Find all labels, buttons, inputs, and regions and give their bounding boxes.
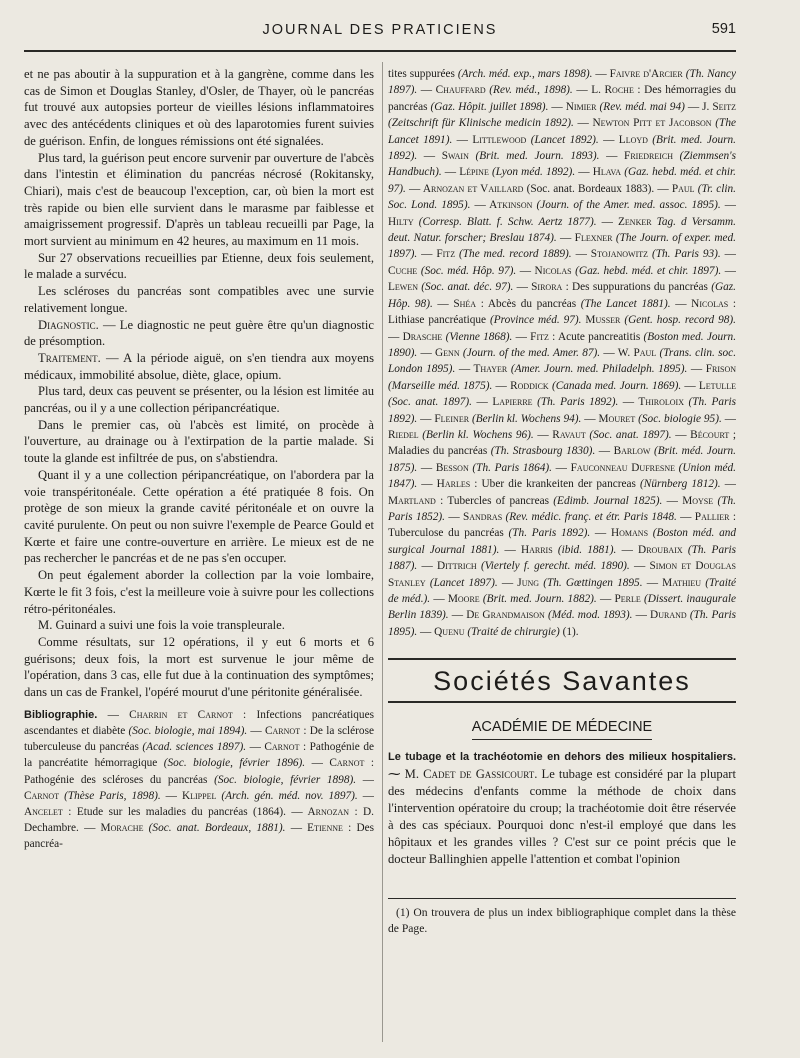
reference-author: — Lewen	[388, 264, 736, 294]
reference-author: — Faivre d'Arcier	[592, 68, 683, 80]
reference-source: (The Lancet 1881).	[580, 297, 671, 310]
reference-source: (Méd. mod. 1893).	[547, 609, 633, 622]
reference-source: (Soc. anat. Bordeaux, 1881).	[148, 822, 286, 835]
left-column	[24, 66, 374, 1041]
reference-source: (Ziemmsen's Handbuch).	[388, 150, 736, 179]
bibliography-entry	[417, 478, 720, 490]
page-number: 591	[711, 21, 736, 37]
reference-source: (Gaz. Hôp. 98).	[388, 281, 736, 310]
bibliography-entry	[433, 298, 671, 310]
reference-source: (Thèse Paris, 1898).	[64, 789, 161, 802]
reference-author: — Drasche	[388, 330, 443, 343]
reference-source: (Arch. gén. méd. nov. 1897).	[221, 789, 358, 802]
reference-source: (Berlin kl. Wochens 96).	[422, 428, 534, 441]
reference-source: (Tr. clin. Soc. Lond. 1895).	[388, 182, 736, 212]
reference-title	[469, 150, 476, 162]
diagnostic-paragraph	[24, 317, 374, 350]
reference-author: — Nicolas	[516, 264, 572, 277]
reference-author: — Martland	[388, 478, 736, 507]
footnote: (1) On trouvera de plus un index bibliographique complet dans la thèse de Page.	[388, 905, 736, 935]
reference-author: — Fitz	[512, 330, 549, 343]
reference-author: — Swain	[417, 150, 469, 163]
reference-author: — Carnot	[246, 741, 300, 754]
reference-author: — Paul	[654, 182, 695, 195]
reference-author: — Bécourt	[671, 428, 730, 441]
bibliography-entries	[24, 709, 374, 851]
reference-author: — Zenker	[596, 215, 652, 228]
reference-author: — Mouret	[581, 412, 636, 425]
reference-source: (Th. Paris 1852).	[388, 494, 736, 523]
bibliography-entry	[417, 626, 560, 638]
reference-source: (Arch. méd. exp., mars 1898).	[457, 68, 593, 80]
reference-source: (Nürnberg 1812).	[640, 478, 721, 491]
reference-source: (Boston méd. and surgical Journal 1881).	[388, 527, 736, 556]
body-paragraph: Comme résultats, sur 12 opérations, il y eut 6 morts et 6 guérisons; deux fois, la mort est survenue le jour même de l'opération, dans 3 cas, elle fut due à la continuation des symptômes; dans un cas de Frankel, l'opéré mourut d'une péritonite généralisée.	[24, 634, 374, 700]
reference-title: : De la sclérose tuberculeuse du pancréas	[24, 724, 374, 754]
bibliography-entry	[406, 183, 654, 195]
reference-author: — Flexner	[556, 232, 613, 245]
article-paragraph	[388, 748, 736, 867]
bibliography-entry	[449, 609, 633, 621]
reference-author: — Lapierre	[472, 396, 533, 409]
reference-author: — Nicolas	[670, 297, 729, 310]
reference-source: (Trans. clin. soc. London 1895).	[388, 346, 736, 376]
reference-source: (Berlin kl. Wochens 94).	[471, 412, 582, 425]
reference-title: tites suppurées	[388, 68, 458, 80]
reference-author: — Thiroloix	[618, 396, 684, 409]
column-divider	[382, 62, 383, 1042]
reference-source: (Soc. anat. 1897).	[388, 396, 473, 409]
header-rule	[24, 50, 736, 52]
reference-author: — Friedreich	[599, 150, 673, 163]
reference-author: — Etienne	[285, 822, 343, 835]
reference-author: — Cuche	[388, 248, 736, 277]
reference-source: Tag. d Versamm. deut. Natur. forscher; Breslau 1874).	[388, 215, 736, 245]
bibliography-entry	[572, 248, 721, 260]
bibliography-entry	[417, 248, 571, 260]
reference-title: (Soc. anat. Bordeaux 1883).	[523, 182, 655, 195]
reference-author: — Homans	[590, 527, 649, 540]
diagnostic-text: — Le diagnostic ne peut guère être qu'un diagnostic de présomption.	[24, 317, 374, 349]
reference-author: — L. Roche	[572, 84, 634, 97]
reference-source: (The Journ. of exper. med. 1897).	[388, 232, 736, 261]
reference-title: : Infections pancréatiques ascendantes et diabète	[24, 708, 374, 737]
traitement-paragraph	[24, 350, 374, 383]
reference-source: (Lyon méd. 1892).	[491, 166, 576, 179]
reference-author: — Frison	[687, 363, 736, 376]
reference-author: — Lloyd	[598, 133, 648, 146]
reference-author: — Moore	[430, 593, 480, 605]
reference-author: — Shéa	[432, 297, 477, 310]
reference-author: — Quenu	[417, 625, 465, 638]
reference-author: — Perle	[596, 593, 641, 605]
reference-title: : Lithiase pancréatique	[388, 297, 736, 327]
reference-author: — Simon et Douglas Stanley	[388, 560, 736, 589]
journal-title: JOURNAL DES PRATICIENS	[262, 22, 498, 38]
body-paragraph: Plus tard, deux cas peuvent se présenter, ou la lésion est limitée au pancréas, ou il y a une collection péripancréatique.	[24, 384, 374, 416]
societes-savantes-heading: Sociétés Savantes	[433, 666, 691, 697]
bibliography-entry	[492, 380, 681, 392]
reference-author: — Hlava	[575, 166, 622, 179]
reference-source: (Rev. méd. mai 94)	[599, 100, 685, 113]
reference-source: (Canada med. Journ. 1869).	[551, 379, 682, 392]
reference-source: (Corresp. Blatt. f. Schw. Aertz 1877).	[418, 215, 597, 228]
reference-title: : Des hémorragies du pancréas	[388, 84, 736, 113]
bibliography-entry	[472, 396, 618, 408]
reference-source: (Soc. biologie, février 1896).	[163, 757, 306, 770]
bibliography-entry	[417, 347, 600, 359]
reference-source: (Traité de méd.).	[388, 576, 736, 605]
reference-source: (Rev. médic. franç. et étr. Paris 1848.	[505, 510, 677, 523]
reference-title: : Tubercles of pancreas	[435, 494, 554, 507]
bibliography-entry	[499, 544, 616, 556]
bibliography-entry	[581, 413, 721, 425]
traitement-text: — A la période aiguë, on s'en tiendra aux moyens médicaux, immobilité absolue, diète, glace, opium.	[24, 350, 374, 382]
reference-source: (Viertely f. gerecht. méd. 1890).	[480, 560, 630, 573]
reference-author: — Carnot	[247, 724, 301, 737]
reference-source: (Soc. biologie, mai 1894).	[128, 724, 248, 737]
bibliography-entry	[79, 822, 286, 834]
reference-author: — Besson	[417, 461, 469, 474]
reference-source: (Brit. med. Journ. 1893).	[475, 150, 600, 163]
bibliography-entry	[581, 314, 736, 326]
reference-title: : Abcès du pancréas	[476, 297, 581, 310]
reference-title: : Des suppurations du pancréas	[562, 281, 712, 294]
reference-title: : Uber die krankeiten der pancreas	[470, 478, 641, 491]
reference-source: (Lancet 1897).	[429, 576, 498, 589]
reference-author: — Letulle	[681, 379, 736, 392]
bibliography-entry	[516, 265, 721, 277]
reference-author: — Carnot	[24, 773, 374, 802]
reference-title: : Pathogénie de la pancréatite hémorragique	[24, 741, 374, 770]
reference-author: — Arnozan	[286, 805, 350, 818]
body-paragraph: Dans le premier cas, où l'abcès est limité, on procède à l'ouverture, au drainage ou à l'extirpation de la partie malade. Si toute la glande est infiltrée de pus, on s'abstiendra.	[24, 417, 374, 466]
bibliography-entry	[430, 593, 597, 605]
reference-title: : Etude sur les maladies du pancréas (1864).	[62, 805, 286, 818]
section-label-diagnostic: Diagnostic.	[38, 317, 99, 332]
body-paragraph: Sur 27 observations recueillies par Etienne, deux fois seulement, le malade a survécu.	[24, 250, 374, 282]
reference-author: — Harris	[499, 543, 553, 556]
reference-source: (Journ. of the med. Amer. 87).	[462, 346, 601, 359]
academie-heading: ACADÉMIE DE MÉDECINE	[471, 719, 653, 736]
reference-source: (Gaz. Hôpit. juillet 1898).	[430, 100, 549, 113]
bibliography-entry	[445, 511, 677, 523]
reference-author: — Harles	[417, 478, 471, 491]
bibliography-entry	[417, 84, 573, 96]
reference-source: (Soc. anat. 1897).	[589, 428, 672, 441]
body-paragraph: Plus tard, la guérison peut encore survenir par ouverture de l'abcès dans l'intestin et élimination du pancréas nécrosé (Rokitansky, Chiari), mais c'est de beaucoup l'exception, car, où bien la mort est très rapide ou bien elle survient dans le marasme par faiblesse et amaigrissement progressif. D'après un tableau recueilli par Page, la mort survient au minimum en 42 heures, au maximum en 11 mois.	[24, 150, 374, 249]
article-text: . Le tubage est considéré par la plupart des médecins d'enfants comme la méthode de choix dans l'intervention opératoire du croup; la trachéotomie doit être réservée à des cas spéciaux. Pourquoi donc n'est-il employé que dans les hôpitaux et les grandes villes ? C'est sur ce point précis que le docteur Ballinghien appelle l'attention et combat l'opinion	[388, 767, 736, 866]
reference-author: — J. Seitz	[684, 100, 736, 113]
reference-author: — Stojanowitz	[571, 248, 649, 261]
reference-author: — Durand	[632, 609, 687, 622]
body-paragraph: M. Guinard a suivi une fois la voie transpleurale.	[38, 618, 285, 633]
reference-source: (Th. Paris 1892).	[537, 396, 619, 409]
reference-source: (Th. Paris 1895).	[388, 609, 736, 638]
reference-source: (Th. Nancy 1897).	[388, 68, 736, 97]
reference-source: (Gaz. hebd. méd. et chir. 1897).	[575, 264, 722, 277]
reference-title: : Acute pancreatitis	[548, 330, 644, 343]
reference-author: — Hilty	[388, 199, 736, 228]
reference-author: — Atkinson	[470, 199, 533, 212]
reference-title: (1).	[559, 625, 579, 638]
reference-title: : Des pancréa-	[24, 822, 374, 851]
reference-source: (Soc. biologie, février 1898).	[214, 773, 357, 786]
reference-source: (Edimb. Journal 1825).	[553, 494, 663, 507]
reference-author: — Barlow	[595, 445, 651, 458]
reference-source: (Th. Paris 1887).	[388, 543, 736, 573]
bibliography-continued	[388, 66, 736, 640]
reference-source: (Th. Paris 1892).	[508, 527, 591, 540]
bibliography-entry	[417, 413, 581, 425]
reference-author: — Fleiner	[417, 412, 470, 425]
section-label-traitement: Traitement.	[38, 350, 101, 365]
reference-source: (Traité de chirurgie)	[467, 625, 560, 638]
bibliography-entry	[388, 68, 592, 80]
reference-author: — Thayer	[455, 363, 508, 376]
body-paragraph: Quant il y a une collection péripancréatique, on l'abordera par la voie transpéritonéale. Cette opération a été pratiquée 8 fois. On protège de son mieux la grande cavité péritonéale et on ouvre la cavité purulente. On peut ou non suivre l'exemple de Pearce Gould et Kœrte et faire une contre-ouverture en arrière. Le mieux est de ne pas rechercher le pancréas et de ne pas s'en occuper.	[24, 467, 374, 566]
reference-title: ; Maladies du pancréas	[388, 428, 736, 458]
reference-author: — Charrin et Carnot	[97, 708, 233, 721]
reference-source: (The Lancet 1891).	[388, 117, 736, 146]
reference-title: : Pathogénie des scléroses du pancréas	[24, 757, 374, 786]
bibliography-entry	[417, 560, 630, 572]
reference-source: (Th. Paris 1892).	[388, 396, 736, 425]
right-column	[388, 66, 736, 1041]
bibliography-label: Bibliographie.	[24, 708, 98, 721]
bibliography	[24, 707, 374, 853]
reference-source: (Lancet 1892).	[530, 133, 599, 146]
bibliography-entry	[417, 150, 599, 162]
reference-author: — Sandras	[445, 510, 503, 523]
bibliography-entry	[452, 134, 598, 146]
bibliography-entry	[442, 166, 575, 178]
reference-source: (Marseille méd. 1875).	[388, 379, 493, 392]
reference-title: : D. Dechambre.	[24, 805, 374, 835]
body-paragraph: et ne pas aboutir à la suppuration et à la gangrène, comme dans les cas de Simon et Douglas Stanley, d'Osler, de Thayer, où le pancréas fut trouvé aux autopsies porteur de vieilles lésions inflammatoires avec des antécédents cliniques et où des laparotomies furent suivies de guérison. Enfin, de longues rémissions ont été signalées.	[24, 67, 374, 148]
reference-source: (Th. Strasbourg 1830).	[490, 445, 596, 458]
reference-author: — Sirora	[513, 281, 563, 294]
reference-author: — Moyse	[662, 494, 714, 507]
reference-author: — Riedel	[388, 412, 736, 441]
footnote-rule	[388, 898, 736, 899]
reference-author: — Pallier	[676, 510, 730, 523]
reference-source: (Th. Gœttingen 1895.	[543, 576, 643, 589]
reference-author: — Genn	[417, 346, 460, 359]
bibliography-entry	[534, 429, 672, 441]
reference-author: — Ancelet	[24, 789, 374, 818]
reference-source: (Soc. biologie 95).	[638, 412, 722, 425]
reference-source: (Boston med. Journ. 1890).	[388, 330, 736, 359]
reference-author: — Dittrich	[417, 560, 477, 573]
reference-source: (Gaz. hebd. méd. et chir. 97).	[388, 166, 736, 195]
bibliography-entry	[560, 626, 579, 638]
reference-source: (Brit. med. Journ. 1882).	[482, 593, 597, 605]
reference-source: (Rev. méd., 1898).	[489, 84, 573, 97]
reference-author: — Nimier	[548, 100, 597, 113]
article-dash: ⁓ M.	[388, 767, 424, 782]
reference-source: (Dissert. inaugurale Berlin 1839).	[388, 593, 736, 622]
reference-author: — Ravaut	[533, 428, 586, 441]
academie-rule	[472, 739, 652, 740]
reference-source: (ibid. 1881).	[557, 543, 617, 556]
reference-author: — Chauffard	[417, 84, 486, 97]
reference-author: — Droubaix	[616, 543, 683, 556]
reference-author: — Jung	[497, 576, 540, 589]
body-paragraph: Les scléroses du pancréas sont compatibles avec une survie relativement longue.	[24, 284, 374, 315]
reference-source: (Vienne 1868).	[445, 330, 513, 343]
bibliography-entry	[417, 462, 552, 474]
reference-source: (Acad. sciences 1897).	[142, 741, 247, 754]
reference-title	[673, 150, 680, 162]
reference-source: (Brit. méd. Journ. 1875).	[388, 445, 736, 474]
reference-author: — W. Paul	[600, 346, 657, 359]
bibliography-entry	[498, 577, 643, 589]
reference-source: (Brit. med. Journ. 1892).	[388, 133, 736, 163]
reference-author: — Lépine	[441, 166, 489, 179]
reference-source: (Journ. of the Amer. med. assoc. 1895).	[536, 199, 721, 212]
reference-source: (Th. Paris 93).	[651, 248, 721, 261]
reference-source: (Soc. méd. Hôp. 97).	[420, 264, 517, 277]
reference-source: (Soc. anat. déc. 97).	[421, 281, 514, 294]
reference-source: (The med. record 1889).	[459, 248, 572, 261]
reference-source: (Gent. hosp. record 98).	[624, 314, 736, 327]
reference-author: — Littlewood	[452, 133, 527, 146]
bibliography-entry	[455, 363, 687, 375]
reference-author: — Fauconneau Dufresne	[551, 461, 675, 474]
reference-author: — Mathieu	[642, 576, 702, 589]
reference-source: (Amer. Journ. med. Philadelph. 1895).	[510, 363, 688, 376]
reference-author: — Fitz	[417, 248, 456, 261]
reference-author: — Carnot	[305, 757, 365, 770]
bibliography-entry	[470, 199, 720, 211]
article-author: Cadet de Gassicourt	[423, 767, 535, 782]
reference-title: : Tuberculose du pancréas	[388, 510, 736, 540]
reference-source: (Zeitschrift für Klinische medicin 1892).	[388, 117, 574, 130]
reference-source: (Union méd. 1847).	[388, 461, 736, 491]
page-header	[24, 18, 736, 44]
reference-author: — De Grandmaison	[448, 609, 545, 622]
bibliography-entry	[161, 790, 358, 802]
reference-source: (Province méd. 97).	[489, 314, 582, 327]
reference-source: (Th. Paris 1864).	[472, 461, 552, 474]
article-title: Le tubage et la trachéotomie en dehors des milieux hospitaliers.	[388, 751, 736, 764]
bibliography-entry	[548, 101, 684, 113]
reference-author: — Roddick	[492, 379, 549, 392]
reference-author: — Arnozan et Vaillard	[405, 182, 524, 195]
reference-author: — Morache	[78, 822, 144, 835]
reference-author: Musser	[581, 314, 621, 327]
section-rule	[388, 701, 736, 703]
body-paragraph: On peut également aborder la collection par la voie lombaire, Kœrte le fit 3 fois, c'est la meilleure voie à suivre pour les collections rétro-péritonéales.	[24, 568, 374, 616]
reference-author: — Newton Pitt et Jacobson	[573, 117, 712, 130]
reference-author: — Klippel	[160, 789, 217, 802]
bibliography-entry	[388, 331, 512, 343]
